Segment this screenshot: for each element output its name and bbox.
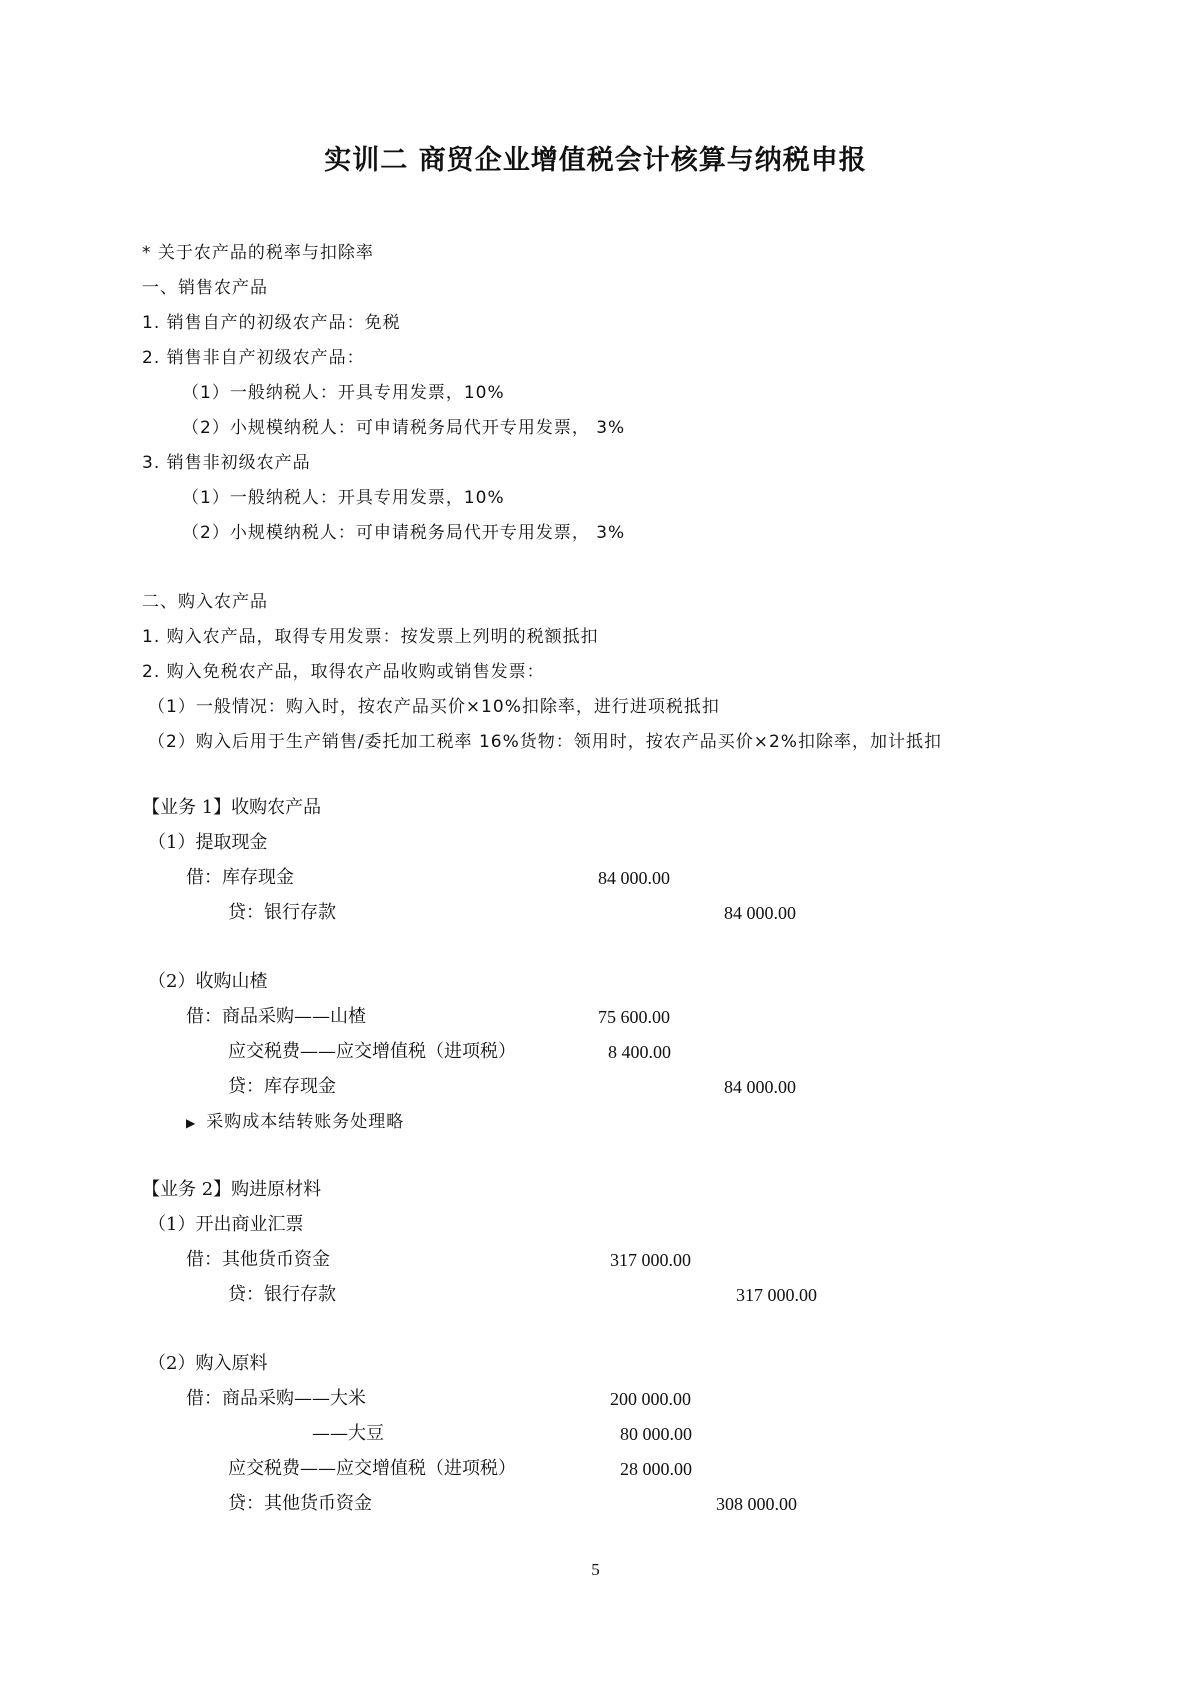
note-item: 1. 购入农产品，取得专用发票：按发票上列明的税额抵扣 <box>142 627 599 647</box>
credit-amount: 317 000.00 <box>736 1285 817 1305</box>
entry-subheading: （1）开出商业汇票 <box>148 1214 304 1235</box>
debit-account: 借：其他货币资金 <box>186 1249 330 1270</box>
note-subitem: （2）购入后用于生产销售/委托加工税率 16%货物：领用时，按农产品买价×2%扣除率，加计抵扣 <box>148 732 942 752</box>
debit-amount: 317 000.00 <box>610 1250 691 1270</box>
note-subitem: （2）小规模纳税人：可申请税务局代开专用发票， 3% <box>182 418 626 438</box>
entry-subheading: （1）提取现金 <box>148 832 268 853</box>
business-heading: 【业务 1】收购农产品 <box>142 797 322 818</box>
note-item: 2. 销售非自产初级农产品： <box>142 348 365 368</box>
debit-account: 借：库存现金 <box>186 867 294 888</box>
debit-account: 应交税费——应交增值税（进项税） <box>228 1458 516 1479</box>
debit-amount: 200 000.00 <box>610 1389 691 1409</box>
note-subitem: （2）小规模纳税人：可申请税务局代开专用发票， 3% <box>182 523 626 543</box>
credit-account: 贷：其他货币资金 <box>228 1493 372 1514</box>
memo-note-text: 采购成本结转账务处理略 <box>206 1112 405 1132</box>
entry-subheading: （2）购入原料 <box>148 1353 268 1374</box>
debit-account: 借：商品采购——山楂 <box>186 1006 366 1027</box>
note-subitem: （1）一般纳税人：开具专用发票，10% <box>182 383 505 403</box>
debit-account: 应交税费——应交增值税（进项税） <box>228 1041 516 1062</box>
page-number: 5 <box>591 1560 600 1579</box>
section-heading-purchases: 二、购入农产品 <box>142 592 268 612</box>
section-heading-sales: 一、销售农产品 <box>142 278 268 298</box>
page-title: 实训二 商贸企业增值税会计核算与纳税申报 <box>324 145 867 176</box>
credit-account: 贷：银行存款 <box>228 1284 336 1305</box>
credit-account: 贷：库存现金 <box>228 1076 336 1097</box>
triangle-bullet-icon: ▶ <box>186 1116 197 1130</box>
debit-amount: 28 000.00 <box>620 1459 692 1479</box>
debit-amount: 84 000.00 <box>598 868 670 888</box>
debit-amount: 8 400.00 <box>608 1042 671 1062</box>
credit-amount: 84 000.00 <box>724 903 796 923</box>
memo-note <box>186 1110 404 1135</box>
note-item: 1. 销售自产的初级农产品：免税 <box>142 313 401 333</box>
credit-amount: 308 000.00 <box>716 1494 797 1514</box>
note-subitem: （1）一般情况：购入时，按农产品买价×10%扣除率，进行进项税抵扣 <box>148 697 720 717</box>
debit-account: 借：商品采购——大米 <box>186 1388 366 1409</box>
note-item: 2. 购入免税农产品，取得农产品收购或销售发票： <box>142 662 545 682</box>
note-item: 3. 销售非初级农产品 <box>142 453 311 473</box>
credit-account: 贷：银行存款 <box>228 902 336 923</box>
debit-amount: 75 600.00 <box>598 1007 670 1027</box>
business-heading: 【业务 2】购进原材料 <box>142 1179 322 1200</box>
debit-amount: 80 000.00 <box>620 1424 692 1444</box>
entry-subheading: （2）收购山楂 <box>148 971 268 992</box>
notes-heading: * 关于农产品的税率与扣除率 <box>142 243 374 263</box>
note-subitem: （1）一般纳税人：开具专用发票，10% <box>182 488 505 508</box>
credit-amount: 84 000.00 <box>724 1077 796 1097</box>
debit-account: ——大豆 <box>312 1423 384 1444</box>
